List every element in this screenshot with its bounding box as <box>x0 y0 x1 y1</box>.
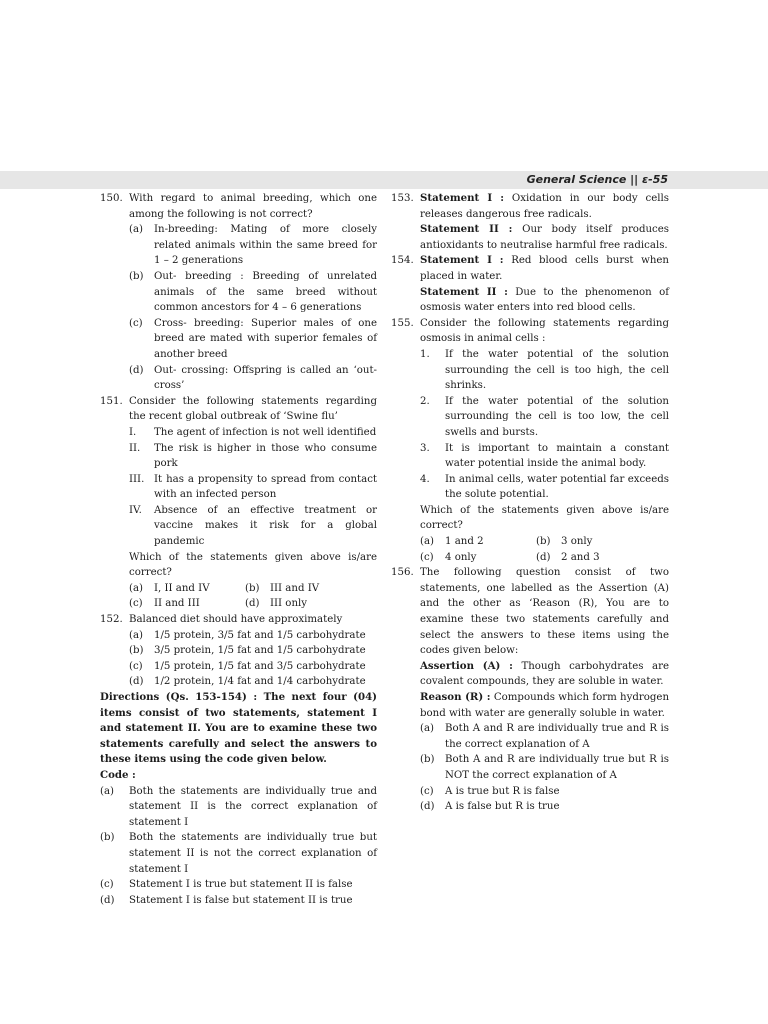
option-label: (d) <box>245 598 260 610</box>
option-text: 2 and 3 <box>561 551 600 563</box>
option-text: III and IV <box>270 582 320 594</box>
statement-label: 2. <box>420 395 430 407</box>
option-label: (a) <box>420 536 435 548</box>
option-text: Both the statements are individually true and statement II is the correct explanation of statement I <box>129 785 377 828</box>
statement-text: Oxidation in our body cells releases dangerous free radicals. <box>420 193 669 220</box>
question-152 <box>100 612 377 628</box>
statement-text: If the water potential of the solution surrounding the cell is too high, the cell shrinks. <box>445 348 669 392</box>
statement <box>391 394 669 441</box>
question-prompt: Which of the statements given above is/are correct? <box>420 504 669 532</box>
option <box>391 784 669 800</box>
statement-label: 1. <box>420 348 430 360</box>
statement <box>100 441 377 472</box>
statement-2 <box>391 222 669 253</box>
option-text: I, II and IV <box>154 582 210 594</box>
question-153 <box>391 191 669 222</box>
option-label: (b) <box>420 754 435 766</box>
code-option <box>100 893 377 909</box>
option <box>100 674 377 690</box>
option <box>391 752 669 783</box>
option-label: (c) <box>129 317 143 329</box>
option-label: (a) <box>129 224 144 236</box>
statement <box>391 472 669 503</box>
statement-label: 3. <box>420 442 430 454</box>
statement-text: It is important to maintain a constant water potential inside the animal body. <box>445 442 669 470</box>
option <box>100 316 377 363</box>
option <box>245 581 361 597</box>
statement-text: The risk is higher in those who consume pork <box>154 442 377 470</box>
question-text: The following question consist of two statements, one labelled as the Assertion (A) and the other as ‘Reason (R), You are to examine these two statements carefully and select the answers to these items using the codes given below: <box>420 567 669 657</box>
assertion-text: Though carbohydrates are covalent compounds, they are soluble in water. <box>420 660 669 688</box>
option-grid <box>391 534 669 550</box>
statement-label: II. <box>129 442 141 454</box>
question-number: 154. <box>391 255 414 267</box>
option-grid <box>100 581 377 597</box>
option-grid <box>100 596 377 612</box>
statement-text: The agent of infection is not well identified <box>154 426 377 438</box>
question-text: Consider the following statements regarding osmosis in animal cells : <box>420 317 669 345</box>
option-text: 4 only <box>445 551 477 563</box>
question-156 <box>391 565 669 659</box>
option-text: Both A and R are individually true but R is NOT the correct explanation of A <box>445 754 669 781</box>
statement-text: Absence of an effective treatment or vaccine makes it risk for a global pandemic <box>154 504 377 548</box>
code-option <box>100 784 377 831</box>
option <box>100 628 377 644</box>
option-label: (b) <box>129 270 144 282</box>
option-text: In-breeding: Mating of more closely related animals within the same breed for 1 – 2 generations <box>154 224 377 267</box>
statement-text: Due to the phenomenon of osmosis water enters into red blood cells. <box>420 286 669 314</box>
option <box>245 596 361 612</box>
question-150 <box>100 191 377 222</box>
option <box>536 534 652 550</box>
option-text: Statement I is false but statement II is true <box>129 894 353 906</box>
statement <box>100 472 377 503</box>
question-prompt: Which of the statements given above is/are correct? <box>129 551 377 579</box>
option <box>100 363 377 394</box>
reason-text: Compounds which form hydrogen bond with water are generally soluble in water. <box>420 692 669 719</box>
option <box>100 269 377 316</box>
assertion-label: Assertion (A) : <box>420 659 513 672</box>
question-text: With regard to animal breeding, which one among the following is not correct? <box>129 193 377 220</box>
statement-text: It has a propensity to spread from contact with an infected person <box>154 473 377 501</box>
directions-text: Directions (Qs. 153-154) : The next four (04) items consist of two statements, statement I and statement II. You are to examine these two statements carefully and select the answers to these items using the code given below. <box>100 691 377 766</box>
question-number: 156. <box>391 567 414 579</box>
statement-label: Statement I : <box>420 254 504 267</box>
question-text: Balanced diet should have approximately <box>129 614 343 626</box>
option <box>100 659 377 675</box>
reason <box>391 690 669 721</box>
option <box>391 799 669 815</box>
option-text: Out- crossing: Offspring is called an ‘out-cross’ <box>154 364 377 392</box>
option <box>100 643 377 659</box>
question-number: 153. <box>391 193 414 204</box>
option-label: (b) <box>536 536 551 548</box>
option-label: (b) <box>129 645 144 657</box>
option-text: II and III <box>154 598 200 610</box>
option-label: (d) <box>420 801 435 813</box>
right-column <box>391 191 669 815</box>
option-label: (c) <box>129 598 143 610</box>
option-text: Statement I is true but statement II is false <box>129 879 353 891</box>
option-text: 1/5 protein, 3/5 fat and 1/5 carbohydrate <box>154 629 366 641</box>
statement-label: Statement I : <box>420 192 505 204</box>
reason-label: Reason (R) : <box>420 691 491 703</box>
option <box>129 596 245 612</box>
question-text: Consider the following statements regarding the recent global outbreak of ‘Swine flu’ <box>129 395 377 423</box>
assertion <box>391 659 669 690</box>
option-label: (a) <box>129 582 144 594</box>
option-label: (b) <box>100 832 115 844</box>
option-text: Cross- breeding: Superior males of one breed are mated with superior females of another breed <box>154 317 377 360</box>
option-label: (c) <box>100 879 114 891</box>
page-header-title: General Science || ε-55 <box>526 173 668 186</box>
statement-text: Red blood cells burst when placed in water. <box>420 255 669 282</box>
statement-label: Statement II : <box>420 285 508 298</box>
option-text: A is false but R is true <box>445 801 560 813</box>
statement <box>100 425 377 441</box>
option-label: (a) <box>129 629 144 641</box>
option-label: (b) <box>245 582 260 594</box>
option-label: (a) <box>420 723 435 735</box>
option-text: 3/5 protein, 1/5 fat and 1/5 carbohydrate <box>154 645 366 657</box>
option-text: A is true but R is false <box>445 785 560 797</box>
option <box>129 581 245 597</box>
option-label: (c) <box>129 660 143 672</box>
left-column <box>100 191 377 908</box>
option-text: Out- breeding : Breeding of unrelated animals of the same breed without common ancestors for 4 – 6 generations <box>154 270 377 314</box>
option-text: Both the statements are individually true but statement II is not the correct explanation of statement I <box>129 832 377 875</box>
statement-label: I. <box>129 426 137 438</box>
statement <box>100 503 377 550</box>
question-number: 155. <box>391 317 414 329</box>
option-text: III only <box>270 598 308 610</box>
option <box>391 721 669 752</box>
statement <box>391 441 669 472</box>
question-154 <box>391 253 669 284</box>
option-text: Both A and R are individually true and R is the correct explanation of A <box>445 723 669 750</box>
option-label: (d) <box>129 364 144 376</box>
option <box>100 222 377 269</box>
statement-label: Statement II : <box>420 223 513 236</box>
option-text: 1/5 protein, 1/5 fat and 3/5 carbohydrate <box>154 660 366 672</box>
statement-text: Our body itself produces antioxidants to neutralise harmful free radicals. <box>420 224 669 251</box>
statement <box>391 347 669 394</box>
option-grid <box>391 550 669 566</box>
statement-2 <box>391 285 669 316</box>
option-label: (c) <box>420 785 434 797</box>
option <box>420 534 536 550</box>
option <box>420 550 536 566</box>
statement-text: If the water potential of the solution surrounding the cell is too low, the cell swells and bursts. <box>445 395 669 438</box>
code-option <box>100 830 377 877</box>
statement-text: In animal cells, water potential far exceeds the solute potential. <box>445 473 669 501</box>
question-151 <box>100 394 377 425</box>
option-label: (d) <box>100 894 115 906</box>
option-text: 1 and 2 <box>445 536 484 548</box>
question-155 <box>391 316 669 347</box>
question-number: 150. <box>100 193 123 204</box>
option-text: 3 only <box>561 536 593 548</box>
option-label: (a) <box>100 785 115 797</box>
option-label: (d) <box>536 551 551 563</box>
option-label: (d) <box>129 676 144 688</box>
statement-label: 4. <box>420 473 430 485</box>
code-heading: Code : <box>100 768 136 781</box>
option <box>536 550 652 566</box>
option-text: 1/2 protein, 1/4 fat and 1/4 carbohydrate <box>154 676 366 688</box>
option-label: (c) <box>420 551 434 563</box>
statement-label: III. <box>129 473 145 485</box>
code-option <box>100 877 377 893</box>
question-number: 152. <box>100 614 123 626</box>
question-number: 151. <box>100 395 123 407</box>
statement-label: IV. <box>129 504 142 516</box>
